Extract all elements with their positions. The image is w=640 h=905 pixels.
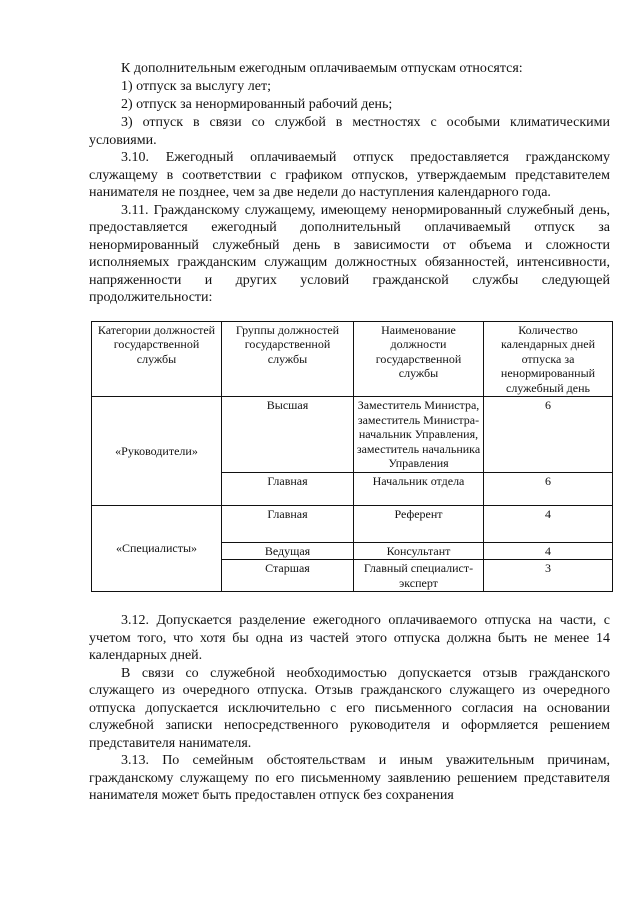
cell-position: Консультант xyxy=(354,542,484,560)
cell-group: Главная xyxy=(222,505,354,542)
intro-item-2: 2) отпуск за ненормированный рабочий день; xyxy=(121,97,393,112)
cell-group: Главная xyxy=(222,472,354,505)
header-days: Количество календарных дней отпуска за ненормированный служебный день xyxy=(484,321,613,397)
paragraph-3-12: 3.12. Допускается разделение ежегодного оплачиваемого отпуска на части, с учетом того, что хотя бы одна из частей этого отпуска должна быть не менее 14 календарных дней. xyxy=(89,613,610,663)
cell-position: Референт xyxy=(354,505,484,542)
header-group: Группы должностей государственной службы xyxy=(222,321,354,397)
cell-group: Ведущая xyxy=(222,542,354,560)
cell-days: 4 xyxy=(484,505,613,542)
document-page xyxy=(89,60,610,805)
header-category: Категории должностей государственной службы xyxy=(92,321,222,397)
paragraph-recall: В связи со служебной необходимостью допускается отзыв гражданского служащего из очередного отпуска. Отзыв гражданского служащего из очередного отпуска допускается исключительно с его письменного согласия на основании служебной записки непосредственного руководителя и оформляется решением представителя нанимателя. xyxy=(89,665,610,751)
table-header-row xyxy=(92,321,613,397)
cell-days: 6 xyxy=(484,397,613,473)
cell-position: Главный специалист-эксперт xyxy=(354,560,484,592)
cell-group: Высшая xyxy=(222,397,354,473)
cell-days: 4 xyxy=(484,542,613,560)
category-managers: «Руководители» xyxy=(92,397,222,506)
table-row xyxy=(92,505,613,542)
cell-group: Старшая xyxy=(222,560,354,592)
intro-item-3: 3) отпуск в связи со службой в местностях с особыми климатическими условиями. xyxy=(89,115,610,148)
paragraph-3-11: 3.11. Гражданскому служащему, имеющему ненормированный служебный день, предоставляется ежегодный дополнительный оплачиваемый отпуск за ненормированный служебный день в зависимости от объема и сложности исполняемых гражданским служащим должностных обязанностей, интенсивности, напряженности и других условий гражданской службы следующей продолжительности: xyxy=(89,202,610,305)
table-row xyxy=(92,397,613,473)
paragraph-3-10: 3.10. Ежегодный оплачиваемый отпуск предоставляется гражданскому служащему в соответствии с графиком отпусков, утверждаемым представителем нанимателя не позднее, чем за две недели до наступления календарного года. xyxy=(89,150,610,200)
intro-item-1: 1) отпуск за выслугу лет; xyxy=(121,79,272,94)
header-position: Наименование должности государственной службы xyxy=(354,321,484,397)
cell-position: Начальник отдела xyxy=(354,472,484,505)
vacation-table xyxy=(91,321,613,593)
cell-position: Заместитель Министра, заместитель Министра-начальник Управления, заместитель начальника Управления xyxy=(354,397,484,473)
intro-line: К дополнительным ежегодным оплачиваемым отпускам относятся: xyxy=(121,61,523,76)
paragraph-3-13: 3.13. По семейным обстоятельствам и иным уважительным причинам, гражданскому служащему по его письменному заявлению решением представителя нанимателя может быть предоставлен отпуск без сохранения xyxy=(89,753,610,803)
cell-days: 6 xyxy=(484,472,613,505)
cell-days: 3 xyxy=(484,560,613,592)
category-specialists: «Специалисты» xyxy=(92,505,222,592)
